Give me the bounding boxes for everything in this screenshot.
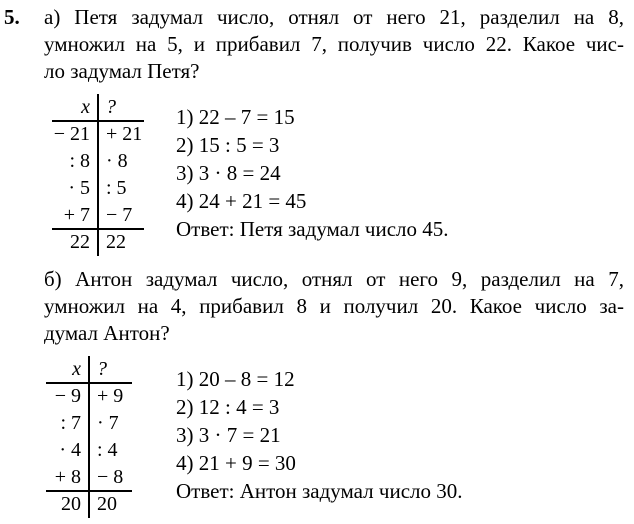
solution-step: 4) 21 + 9 = 30 bbox=[176, 451, 296, 475]
table-result-cell: 22 bbox=[106, 231, 126, 253]
table-cell: : 5 bbox=[106, 177, 127, 199]
table-cell: − 7 bbox=[106, 204, 133, 226]
header-unknown: ? bbox=[97, 358, 107, 380]
table-cell: : 4 bbox=[97, 439, 118, 461]
solution-step: 3) 3 · 8 = 24 bbox=[176, 161, 281, 185]
part-b-line-3: думал Антон? bbox=[44, 321, 170, 345]
table-vertical-divider bbox=[88, 356, 90, 518]
table-cell: : 7 bbox=[60, 412, 81, 434]
solution-step: 2) 12 : 4 = 3 bbox=[176, 395, 280, 419]
table-cell: + 21 bbox=[106, 123, 143, 145]
solution-step: 4) 24 + 21 = 45 bbox=[176, 189, 307, 213]
table-result-cell: 20 bbox=[97, 493, 117, 515]
table-cell: · 8 bbox=[106, 150, 128, 172]
table-cell: − 9 bbox=[54, 385, 81, 407]
table-header-divider bbox=[52, 120, 144, 122]
table-cell: − 8 bbox=[97, 466, 124, 488]
table-result-cell: 20 bbox=[61, 493, 81, 515]
table-result-divider bbox=[46, 490, 132, 492]
part-a-statement bbox=[44, 4, 624, 85]
header-unknown: ? bbox=[106, 96, 116, 118]
part-b-line-1: б) Антон задумал число, отнял от него 9, разделил на 7, bbox=[44, 267, 624, 291]
problem-number: 5. bbox=[4, 5, 20, 29]
part-a-line-1: а) Петя задумал число, отнял от него 21, разделил на 8, bbox=[44, 5, 624, 29]
table-cell: + 8 bbox=[54, 466, 81, 488]
part-a-line-2: умножил на 5, и прибавил 7, получив число 22. Какое чис- bbox=[44, 32, 624, 56]
part-b-statement bbox=[44, 266, 624, 347]
answer-line: Ответ: Петя задумал число 45. bbox=[176, 217, 449, 241]
table-cell: + 9 bbox=[97, 385, 124, 407]
solution-step: 1) 22 – 7 = 15 bbox=[176, 105, 295, 129]
solution-step: 1) 20 – 8 = 12 bbox=[176, 367, 295, 391]
table-result-cell: 22 bbox=[70, 231, 90, 253]
table-cell: + 7 bbox=[63, 204, 90, 226]
header-x: x bbox=[72, 358, 81, 380]
table-cell: · 4 bbox=[59, 439, 81, 461]
table-result-divider bbox=[52, 228, 144, 230]
solution-step: 3) 3 · 7 = 21 bbox=[176, 423, 281, 447]
table-vertical-divider bbox=[97, 94, 99, 256]
part-a-operation-table bbox=[52, 94, 144, 256]
table-cell: − 21 bbox=[53, 123, 90, 145]
answer-line: Ответ: Антон задумал число 30. bbox=[176, 479, 463, 503]
solution-step: 2) 15 : 5 = 3 bbox=[176, 133, 280, 157]
table-cell: : 8 bbox=[69, 150, 90, 172]
part-b-solution-steps bbox=[176, 365, 463, 505]
table-cell: · 7 bbox=[97, 412, 119, 434]
part-a-solution-steps bbox=[176, 103, 449, 243]
part-a-line-3: ло задумал Петя? bbox=[44, 59, 200, 83]
header-x: x bbox=[81, 96, 90, 118]
part-b-line-2: умножил на 4, прибавил 8 и получил 20. Какое число за- bbox=[44, 294, 624, 318]
table-header-divider bbox=[46, 382, 132, 384]
part-b-operation-table bbox=[46, 356, 132, 518]
table-cell: · 5 bbox=[68, 177, 90, 199]
